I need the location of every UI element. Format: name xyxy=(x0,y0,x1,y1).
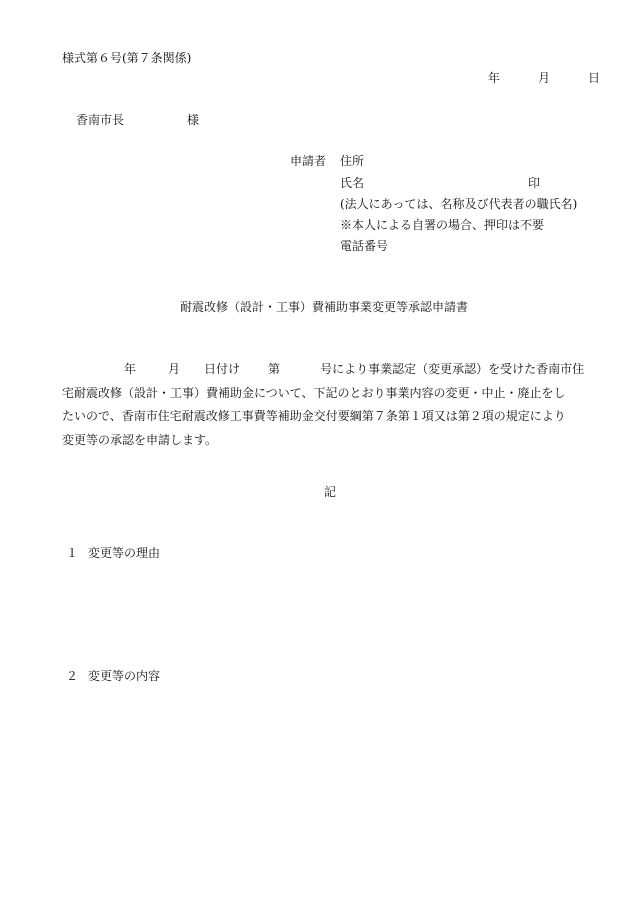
date-month-label: 月 xyxy=(538,71,551,85)
item-1-number: １ xyxy=(66,546,79,560)
addressee-honorific: 様 xyxy=(187,113,200,127)
body-month: 月 xyxy=(168,362,181,376)
date-year-label: 年 xyxy=(488,71,501,85)
applicant-label: 申請者 xyxy=(290,154,327,168)
body-dated: 日付け xyxy=(204,362,241,376)
body-no-prefix: 第 xyxy=(268,362,281,376)
applicant-phone-label: 電話番号 xyxy=(340,239,389,253)
ki-heading: 記 xyxy=(324,485,337,499)
body-line-2: 宅耐震改修（設計・工事）費補助金について、下記のとおり事業内容の変更・中止・廃止をし xyxy=(62,385,566,400)
body-line-3: たいので、香南市住宅耐震改修工事費等補助金交付要綱第７条第１項又は第２項の規定により xyxy=(62,409,566,423)
body-paragraph xyxy=(62,358,602,452)
item-2-label: 変更等の内容 xyxy=(88,669,161,683)
body-line-1-rest: 号により事業認定（変更承認）を受けた香南市住 xyxy=(320,362,585,376)
corporation-note: (法人にあっては、名称及び代表者の職氏名) xyxy=(340,197,578,211)
applicant-address-label: 住所 xyxy=(340,154,365,168)
item-2-number: ２ xyxy=(66,669,79,683)
date-day-label: 日 xyxy=(588,71,601,85)
body-line-4: 変更等の承認を申請します。 xyxy=(62,432,218,447)
body-year: 年 xyxy=(124,362,137,376)
addressee-name: 香南市長 xyxy=(76,113,125,127)
applicant-name-label: 氏名 xyxy=(340,176,365,190)
document-title: 耐震改修（設計・工事）費補助事業変更等承認申請書 xyxy=(180,300,469,314)
body-line-1 xyxy=(62,358,602,382)
form-number: 様式第６号(第７条関係) xyxy=(62,51,192,65)
item-1-label: 変更等の理由 xyxy=(88,546,161,560)
seal-mark: 印 xyxy=(528,176,541,190)
signature-note: ※本人による自署の場合、押印は不要 xyxy=(340,218,545,232)
